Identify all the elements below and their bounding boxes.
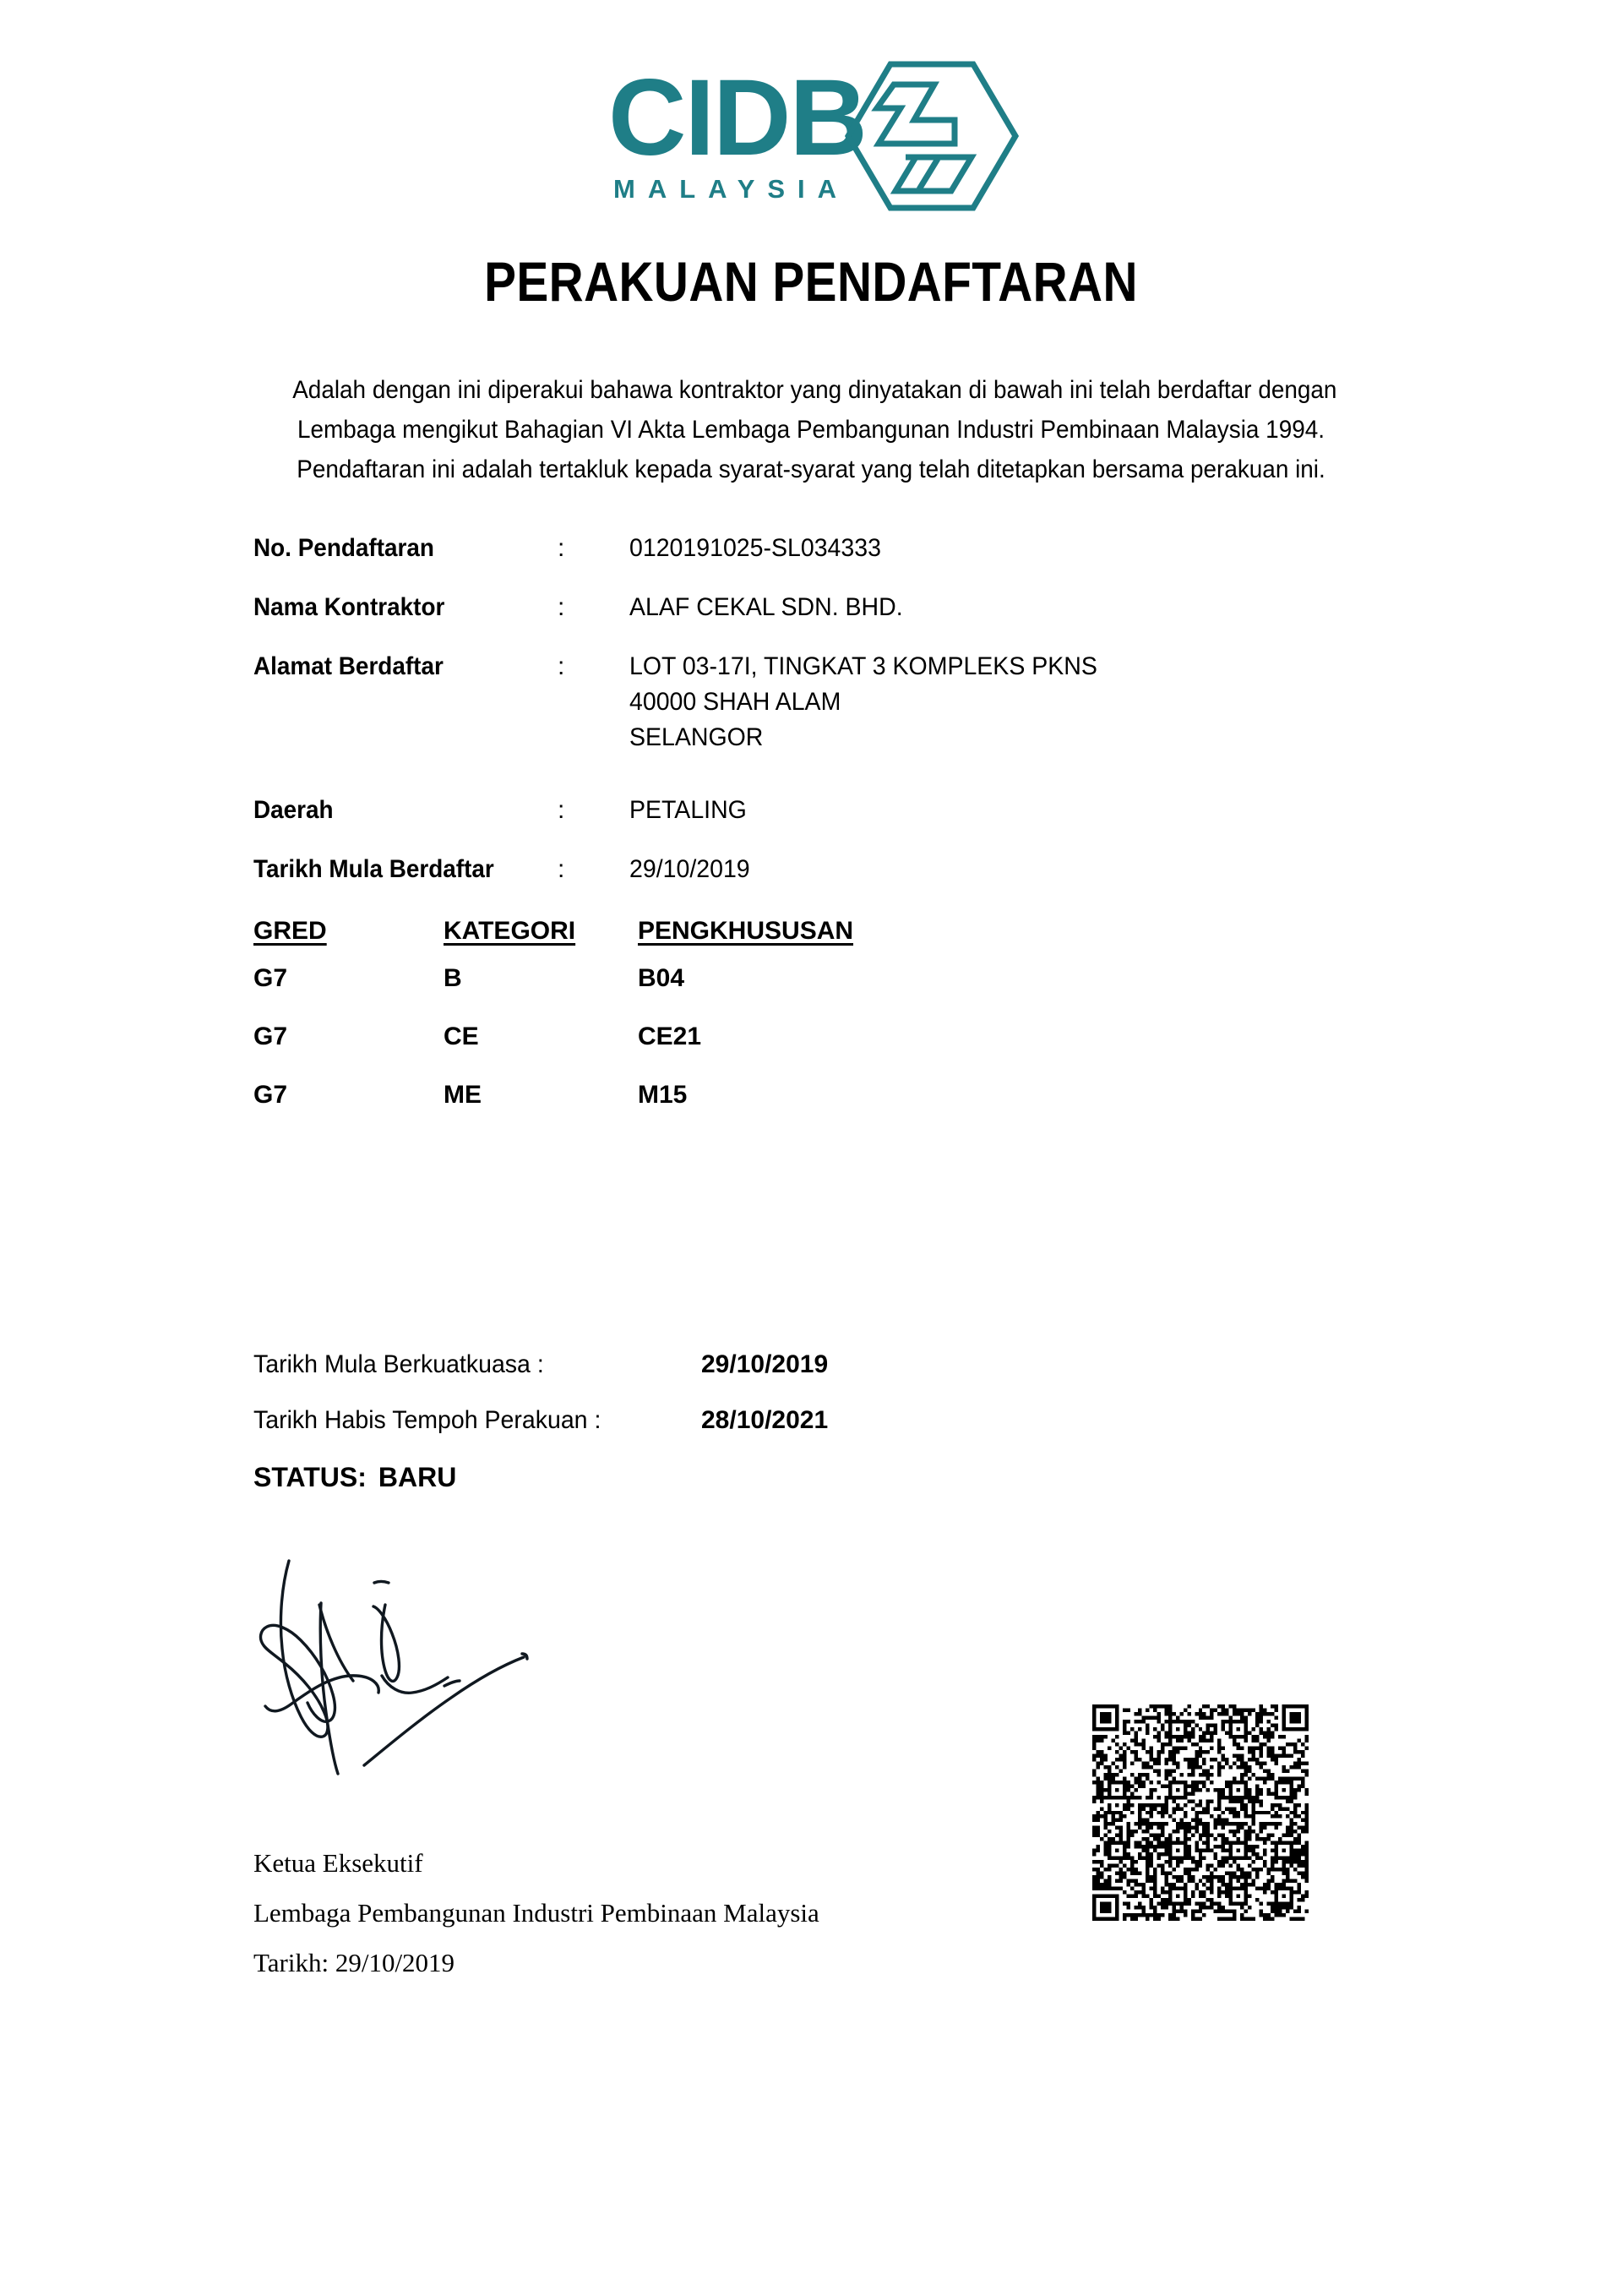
cell-gred: G7 bbox=[253, 1081, 288, 1109]
registration-no-label: No. Pendaftaran bbox=[253, 534, 434, 562]
column-header-pengkhususan: PENGKHUSUSAN bbox=[638, 917, 854, 945]
start-date-value: 29/10/2019 bbox=[629, 855, 750, 883]
detail-row-registration-no bbox=[253, 531, 1369, 566]
start-date-label: Tarikh Mula Berdaftar bbox=[253, 855, 494, 883]
address-line-1: LOT 03-17I, TINGKAT 3 KOMPLEKS PKNS bbox=[629, 652, 1097, 680]
colon-separator: : bbox=[558, 855, 565, 883]
expiry-date-value: 28/10/2021 bbox=[701, 1406, 829, 1434]
cell-kategori: ME bbox=[444, 1081, 482, 1109]
detail-row-contractor-name bbox=[253, 590, 1369, 625]
status-value: BARU bbox=[378, 1462, 457, 1492]
colon-separator: : bbox=[558, 652, 565, 680]
cidb-wordmark: CIDB bbox=[608, 57, 866, 178]
colon-separator: : bbox=[558, 534, 565, 562]
cell-kategori: B bbox=[444, 964, 462, 992]
cidb-hexagon-h-icon bbox=[843, 59, 1021, 213]
table-row bbox=[253, 1081, 891, 1139]
detail-row-start-date bbox=[253, 852, 1369, 887]
signer-title: Ketua Eksekutif bbox=[253, 1848, 423, 1878]
status-badge bbox=[253, 1462, 456, 1493]
intro-paragraph bbox=[292, 370, 1337, 489]
cell-pengkhususan: B04 bbox=[638, 964, 685, 992]
signer-organisation: Lembaga Pembangunan Industri Pembinaan Malaysia bbox=[253, 1898, 819, 1928]
status-label: STATUS: bbox=[253, 1462, 367, 1492]
cidb-subtitle: MALAYSIA bbox=[613, 174, 850, 204]
detail-row-district bbox=[253, 793, 1369, 828]
signature-image bbox=[245, 1525, 566, 1804]
table-row bbox=[253, 964, 891, 1023]
address-line-2: 40000 SHAH ALAM bbox=[629, 688, 841, 716]
address-label: Alamat Berdaftar bbox=[253, 652, 444, 680]
column-header-gred: GRED bbox=[253, 917, 327, 945]
intro-line-1: Adalah dengan ini diperakui bahawa kontraktor yang dinyatakan di bawah ini telah berdaftar dengan bbox=[292, 376, 1337, 404]
verification-qr-code[interactable] bbox=[1092, 1704, 1309, 1921]
grade-category-table bbox=[253, 917, 891, 1139]
contractor-name-value: ALAF CEKAL SDN. BHD. bbox=[629, 593, 903, 621]
column-header-kategori: KATEGORI bbox=[444, 917, 576, 945]
district-value: PETALING bbox=[629, 796, 747, 824]
intro-line-2: Lembaga mengikut Bahagian VI Akta Lembaga Pembangunan Industri Pembinaan Malaysia 1994. bbox=[297, 416, 1325, 444]
district-label: Daerah bbox=[253, 796, 334, 824]
detail-row-address bbox=[253, 649, 1369, 755]
signer-date: Tarikh: 29/10/2019 bbox=[253, 1948, 455, 1977]
intro-line-3: Pendaftaran ini adalah tertakluk kepada syarat-syarat yang telah ditetapkan bersama perakuan ini. bbox=[297, 455, 1325, 483]
cidb-logo bbox=[0, 57, 1622, 214]
contractor-name-label: Nama Kontraktor bbox=[253, 593, 445, 621]
address-line-3: SELANGOR bbox=[629, 723, 764, 751]
validity-section bbox=[253, 1350, 1098, 1462]
registration-details bbox=[253, 531, 1369, 911]
validity-row-effective bbox=[253, 1350, 1098, 1379]
signer-block bbox=[253, 1838, 819, 1988]
effective-date-value: 29/10/2019 bbox=[701, 1350, 829, 1378]
colon-separator: : bbox=[558, 796, 565, 824]
table-header-row bbox=[253, 917, 891, 964]
cell-gred: G7 bbox=[253, 1023, 288, 1050]
page-title: PERAKUAN PENDAFTARAN bbox=[484, 250, 1138, 313]
expiry-date-label: Tarikh Habis Tempoh Perakuan : bbox=[253, 1406, 601, 1434]
cell-gred: G7 bbox=[253, 964, 288, 992]
registration-no-value: 0120191025-SL034333 bbox=[629, 534, 881, 562]
address-value bbox=[629, 649, 1331, 755]
effective-date-label: Tarikh Mula Berkuatkuasa : bbox=[253, 1350, 544, 1378]
cell-kategori: CE bbox=[444, 1023, 479, 1050]
cell-pengkhususan: CE21 bbox=[638, 1023, 702, 1050]
colon-separator: : bbox=[558, 593, 565, 621]
table-row bbox=[253, 1023, 891, 1081]
validity-row-expiry bbox=[253, 1406, 1098, 1435]
cell-pengkhususan: M15 bbox=[638, 1081, 688, 1109]
